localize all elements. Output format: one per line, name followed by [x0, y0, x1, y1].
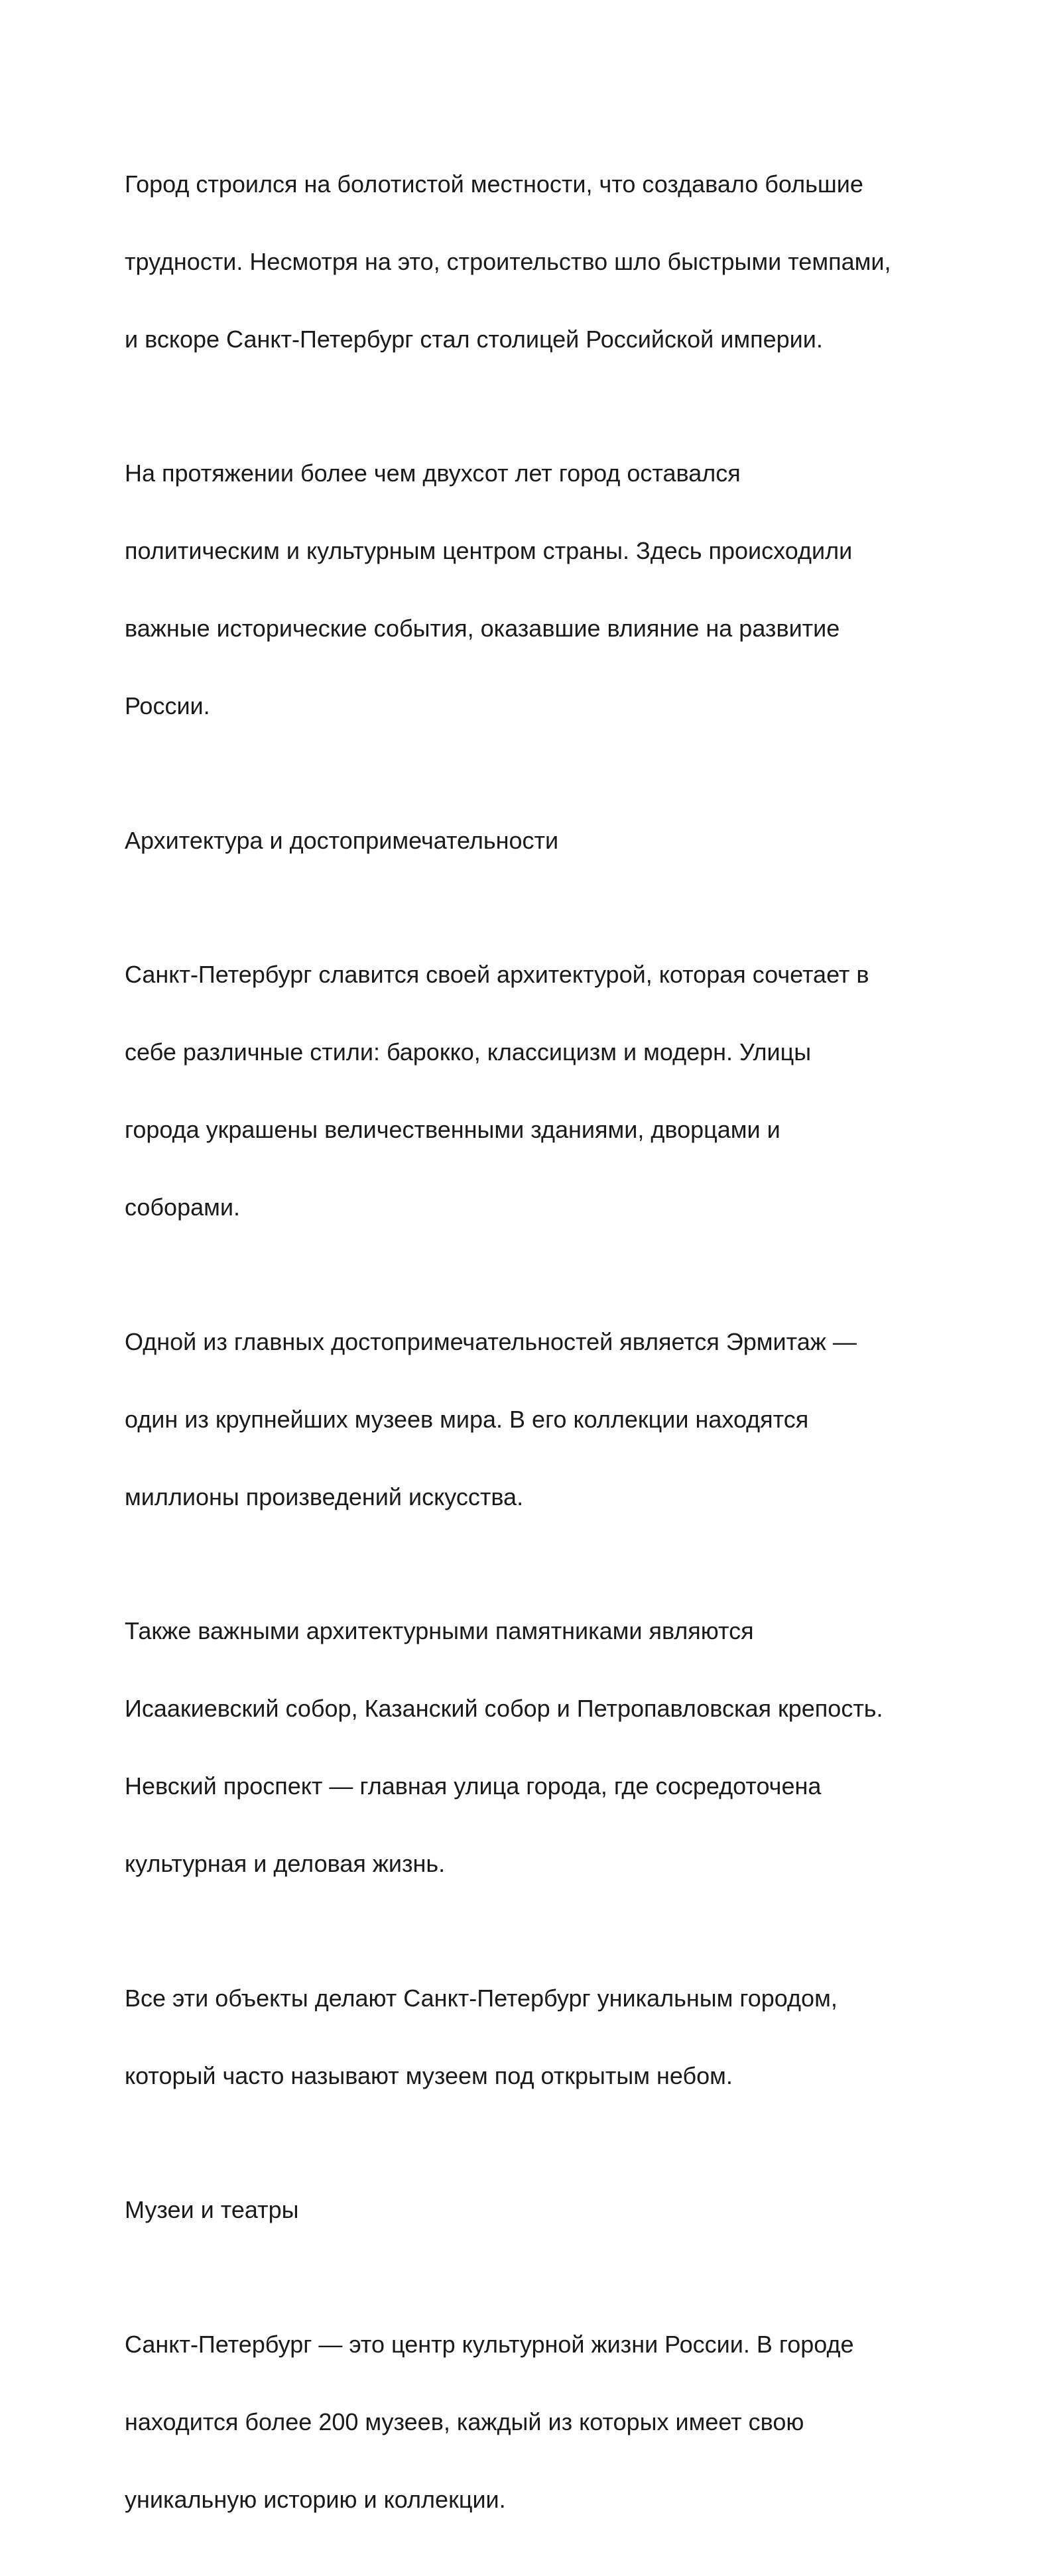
paragraph	[125, 917, 954, 1266]
text-line: На протяжении более чем двухсот лет город оставался	[125, 460, 741, 487]
text-line: Одной из главных достопримечательностей является Эрмитаж —	[125, 1327, 857, 1355]
text-line: Санкт-Петербург славится своей архитектурой, которая сочетает в	[125, 961, 869, 988]
heading-text: Архитектура и достопримечательности	[125, 826, 559, 854]
text-line: находится более 200 музеев, каждый из которых имеет свою	[125, 2408, 804, 2435]
text-line: важные исторические события, оказавшие влияние на развитие	[125, 615, 840, 642]
text-line: миллионы произведений искусства.	[125, 1483, 524, 1510]
section-heading	[125, 2152, 954, 2269]
text-line: Все эти объекты делают Санкт-Петербург уникальным городом,	[125, 1984, 838, 2012]
text-line: культурная и деловая жизнь.	[125, 1850, 446, 1877]
section-heading	[125, 782, 954, 899]
paragraph	[125, 416, 954, 765]
text-line: себе различные стили: барокко, классицизм и модерн. Улицы	[125, 1038, 812, 1066]
text-line: и вскоре Санкт-Петербург стал столицей Российской империи.	[125, 325, 823, 353]
text-line: города украшены величественными зданиями, дворцами и	[125, 1116, 780, 1143]
paragraph	[125, 1284, 954, 1556]
text-line: Город строился на болотистой местности, что создавало большие	[125, 170, 863, 198]
text-line: который часто называют музеем под открытым небом.	[125, 2061, 733, 2089]
text-line: трудности. Несмотря на это, строительство шло быстрыми темпами,	[125, 247, 891, 275]
text-line: политическим и культурным центром страны. Здесь происходили	[125, 537, 853, 564]
heading-text: Музеи и театры	[125, 2196, 299, 2223]
text-line: соборами.	[125, 1194, 240, 1221]
paragraph	[125, 2286, 954, 2558]
text-line: один из крупнейших музеев мира. В его коллекции находятся	[125, 1405, 809, 1433]
text-line: Невский проспект — главная улица города, где сосредоточена	[125, 1772, 822, 1800]
paragraph	[125, 126, 954, 398]
document-page	[125, 126, 954, 2576]
paragraph	[125, 1573, 954, 1923]
paragraph	[125, 1940, 954, 2134]
text-line: России.	[125, 692, 210, 719]
text-line: Санкт-Петербург — это центр культурной жизни России. В городе	[125, 2330, 854, 2358]
text-line: уникальную историю и коллекции.	[125, 2485, 506, 2513]
text-line: Исаакиевский собор, Казанский собор и Петропавловская крепость.	[125, 1695, 883, 1722]
text-line: Также важными архитектурными памятниками являются	[125, 1617, 754, 1644]
